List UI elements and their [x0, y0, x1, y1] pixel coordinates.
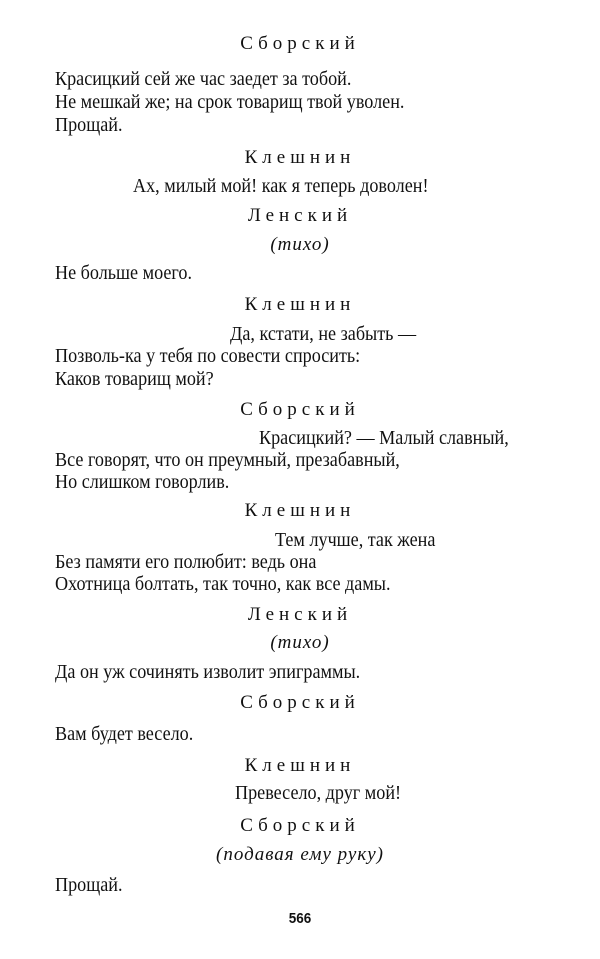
speaker-name: Клешнин — [244, 147, 356, 168]
verse-line: Прощай. — [55, 875, 123, 896]
page-number: 566 — [288, 910, 312, 927]
speaker-name: Сборский — [240, 815, 360, 836]
verse-line: Вам будет весело. — [55, 724, 194, 745]
speaker-name: Клешнин — [244, 500, 356, 521]
speaker-name: Ленский — [247, 604, 353, 625]
speaker-name: Сборский — [240, 33, 360, 54]
verse-line: Превесело, друг мой! — [235, 783, 402, 804]
verse-line: Все говорят, что он преумный, презабавный, — [55, 450, 400, 471]
verse-line: Ах, милый мой! как я теперь доволен! — [133, 176, 429, 197]
verse-line: Но слишком говорлив. — [55, 472, 230, 493]
stage-direction: (подавая ему руку) — [216, 844, 384, 865]
speaker-name: Сборский — [240, 692, 360, 713]
verse-line: Без памяти его полюбит: ведь она — [55, 552, 317, 573]
verse-line: Не мешкай же; на срок товарищ твой уволен. — [55, 92, 405, 113]
verse-line: Не больше моего. — [55, 263, 193, 284]
verse-line: Каков товарищ мой? — [55, 369, 214, 390]
stage-direction: (тихо) — [270, 234, 330, 255]
speaker-name: Клешнин — [244, 294, 356, 315]
verse-line: Прощай. — [55, 115, 123, 136]
verse-line: Тем лучше, так жена — [275, 530, 436, 551]
verse-line: Да он уж сочинять изволит эпиграммы. — [55, 662, 361, 683]
speaker-name: Сборский — [240, 399, 360, 420]
verse-line: Красицкий? — Малый славный, — [259, 428, 509, 449]
verse-line: Красицкий сей же час заедет за тобой. — [55, 69, 352, 90]
verse-line: Позволь-ка у тебя по совести спросить: — [55, 346, 361, 367]
speaker-name: Ленский — [247, 205, 353, 226]
speaker-name: Клешнин — [244, 755, 356, 776]
verse-line: Охотница болтать, так точно, как все дамы. — [55, 574, 391, 595]
verse-line: Да, кстати, не забыть — — [230, 324, 417, 345]
stage-direction: (тихо) — [270, 632, 330, 653]
